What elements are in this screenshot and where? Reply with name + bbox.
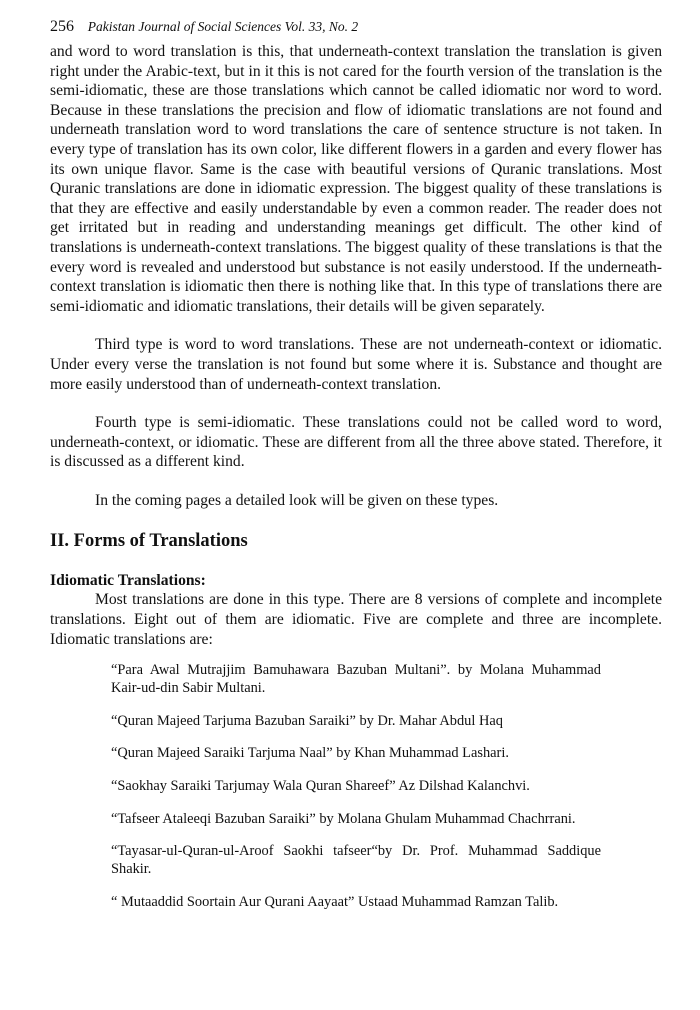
page-number: 256 xyxy=(50,18,74,35)
list-item: “Para Awal Mutrajjim Bamuhawara Bazuban Multani”. by Molana Muhammad Kair-ud-din Sabir Multani. xyxy=(111,662,601,697)
journal-page xyxy=(50,16,662,925)
subsection-heading: Idiomatic Translations: xyxy=(50,572,206,590)
list-item: “Tayasar-ul-Quran-ul-Aroof Saokhi tafseer“by Dr. Prof. Muhammad Saddique Shakir. xyxy=(111,843,601,878)
running-header xyxy=(50,16,662,38)
paragraph-coming-pages: In the coming pages a detailed look will be given on these types. xyxy=(95,491,499,509)
paragraph-translation-types: and word to word translation is this, that underneath-context translation the translation is given right under the Arabic-text, but in it this is not cared for the fourth version of the translation is the semi-idiomatic, these are those translations which cannot be called idiomatic nor word to word. Because in these translations the precision and flow of idiomatic translations are not found and underneath translation word to word translations the care of sentence structure is not taken. In every type of translation has its own color, like different flowers in a garden and every flower has its own unique flavor. Same is the case with beautiful versions of Quranic translations. Most Quranic translations are done in idiomatic expression. The biggest quality of these translations is that they are effective and easily understandable by even a common reader. The reader does not get irritated but in reading and understanding meanings get difficult. The other kind of translations is underneath-context translations. The biggest quality of these translations is that the every word is revealed and understood but substance is not easily understood. If the underneath-context translation is idiomatic then there is nothing like that. In this type of translations there are semi-idiomatic and idiomatic translations, their details will be given separately. xyxy=(50,43,662,315)
paragraph-third-type: Third type is word to word translations. These are not underneath-context or idiomatic. Under every verse the translation is not found but some where it is. Substance and thought are more easily understood than of underneath-context translation. xyxy=(50,336,662,393)
list-item: “Quran Majeed Tarjuma Bazuban Saraiki” by Dr. Mahar Abdul Haq xyxy=(111,712,503,729)
list-item: “Tafseer Ataleeqi Bazuban Saraiki” by Molana Ghulam Muhammad Chachrrani. xyxy=(111,810,576,827)
journal-title: Pakistan Journal of Social Sciences Vol. 33, No. 2 xyxy=(87,19,359,34)
section-heading: II. Forms of Translations xyxy=(50,531,248,552)
list-item: “Quran Majeed Saraiki Tarjuma Naal” by Khan Muhammad Lashari. xyxy=(111,745,509,762)
list-item: “ Mutaaddid Soortain Aur Qurani Aayaat” Ustaad Muhammad Ramzan Talib. xyxy=(111,893,559,910)
translation-list xyxy=(50,661,601,911)
paragraph-idiomatic-intro: Most translations are done in this type. There are 8 versions of complete and incomplete translations. Eight out of them are idiomatic. Five are complete and three are incomplete. Idiomatic translations are: xyxy=(50,591,662,648)
paragraph-fourth-type: Fourth type is semi-idiomatic. These translations could not be called word to word, underneath-context, or idiomatic. These are different from all the three above stated. Therefore, it is discussed as a different kind. xyxy=(50,414,662,471)
list-item: “Saokhay Saraiki Tarjumay Wala Quran Shareef” Az Dilshad Kalanchvi. xyxy=(111,778,530,795)
